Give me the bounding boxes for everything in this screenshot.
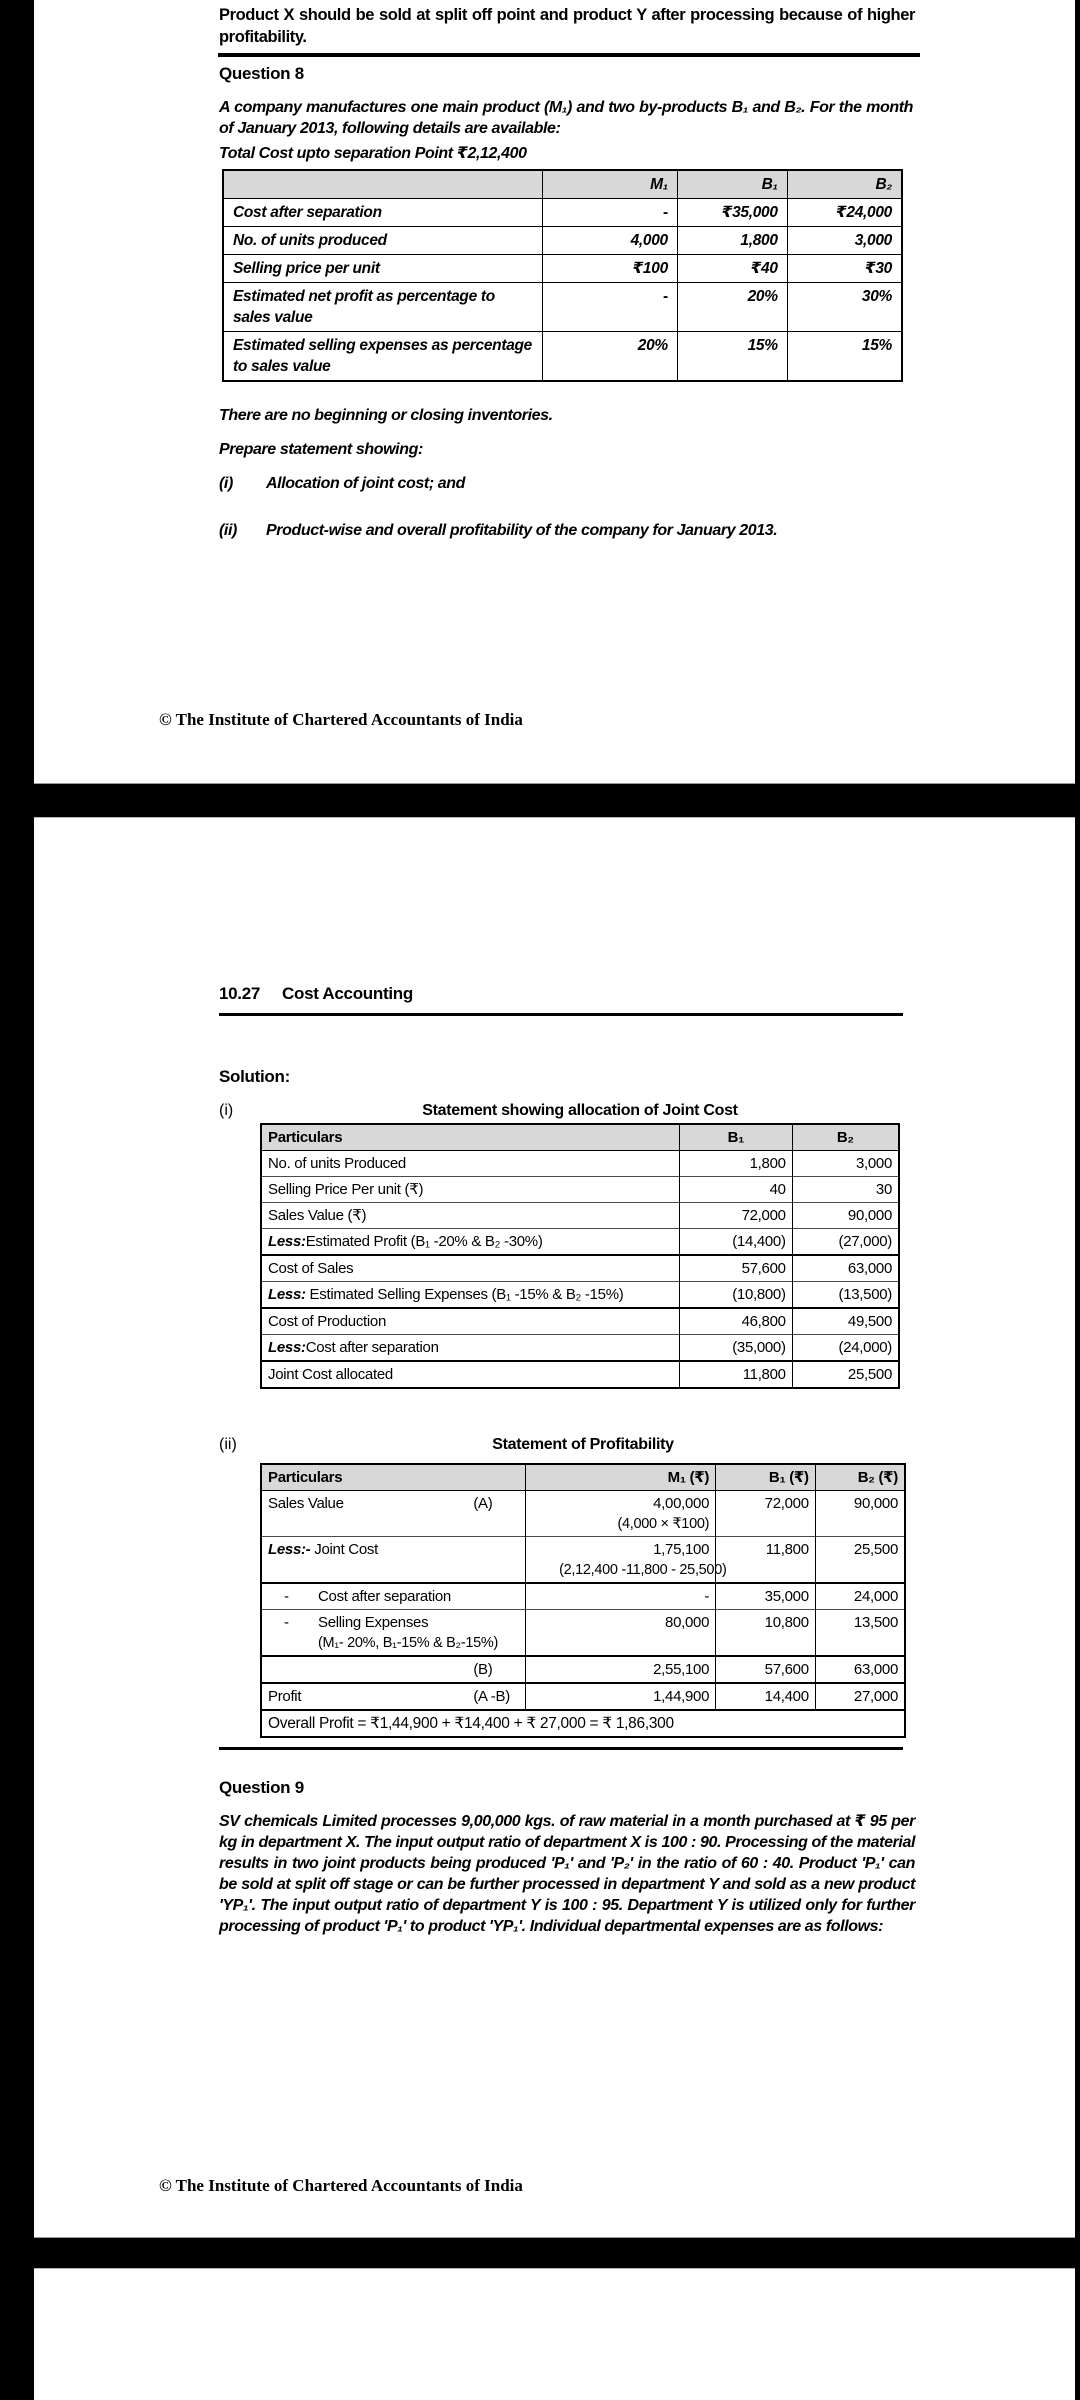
less-prefix: Less:- [268, 1540, 311, 1558]
row-label [261, 1282, 679, 1309]
amount-cell: 11,800 [716, 1537, 816, 1584]
amount-cell: (27,000) [792, 1229, 899, 1256]
copyright-footer: © The Institute of Chartered Accountants of India [159, 710, 523, 729]
list-item [219, 473, 919, 494]
table-cell: 1,800 [677, 227, 787, 255]
less-prefix: Less: [268, 1338, 306, 1356]
table-cell [223, 170, 543, 199]
list-item-num: (ii) [219, 522, 237, 539]
amount-cell [526, 1491, 716, 1537]
page-2 [34, 817, 1075, 2238]
row-label-text: Estimated Selling Expenses (B₁ -15% & B₂ -15%) [305, 1285, 624, 1303]
row-label [261, 1583, 526, 1610]
tag-label: (A) [473, 1494, 493, 1512]
amount-cell: 14,400 [716, 1683, 816, 1710]
row-label [261, 1683, 526, 1710]
table-header-row [261, 1124, 899, 1151]
table-header-row [223, 170, 902, 199]
row-label [261, 1335, 679, 1362]
row-label: Cost after separation [223, 199, 543, 227]
amount-cell: (13,500) [792, 1282, 899, 1309]
row-label-text: Cost of Production [268, 1312, 386, 1330]
row-label: Selling price per unit [223, 255, 543, 283]
table-row [223, 332, 902, 382]
calc-note: (M₁- 20%, B₁-15% & B₂-15%) [318, 1634, 499, 1651]
table-row [261, 1308, 899, 1335]
amount-cell: (10,800) [679, 1282, 792, 1309]
tag-label: (A -B) [473, 1687, 510, 1705]
table-cell: Particulars [261, 1124, 679, 1151]
amount-cell: 63,000 [815, 1656, 905, 1683]
copyright-footer: © The Institute of Chartered Accountants of India [159, 2176, 523, 2195]
table-row [223, 283, 902, 332]
amount-cell: 13,500 [815, 1610, 905, 1657]
question-9-title: Question 9 [219, 1778, 304, 1797]
table-cell: 4,000 [543, 227, 678, 255]
statement-title: Statement showing allocation of Joint Cost [422, 1102, 738, 1119]
amount-cell: 57,600 [716, 1656, 816, 1683]
row-label-text: Cost of Sales [268, 1259, 354, 1277]
profitability-table [260, 1463, 906, 1738]
table-row [261, 1537, 905, 1584]
table-cell: B₂ [792, 1124, 899, 1151]
amount-cell: 11,800 [679, 1361, 792, 1388]
row-label: Estimated selling expenses as percentage to sales value [223, 332, 543, 382]
row-label-text: No. of units Produced [268, 1154, 406, 1172]
by-product-details-table [222, 169, 903, 382]
row-label [261, 1203, 679, 1229]
page-1 [34, 0, 1075, 784]
amount-cell: 90,000 [815, 1491, 905, 1537]
chapter-title: Cost Accounting [282, 984, 413, 1003]
part-label: (ii) [219, 1436, 237, 1453]
amount-cell: 1,800 [679, 1151, 792, 1177]
amount-cell: 25,500 [792, 1361, 899, 1388]
section-rule [219, 1747, 903, 1750]
amount-cell: 1,44,900 [526, 1683, 716, 1710]
amount-cell: 27,000 [815, 1683, 905, 1710]
amount-cell: 30 [792, 1177, 899, 1203]
table-row [261, 1282, 899, 1309]
less-prefix: Less: [268, 1232, 306, 1250]
table-row [261, 1656, 905, 1683]
table-row [261, 1710, 905, 1737]
table-cell: ₹24,000 [787, 199, 902, 227]
row-label-text [268, 1660, 473, 1680]
row-label [261, 1255, 679, 1282]
header-rule [219, 1013, 903, 1016]
row-label-line: Selling Expenses [318, 1613, 429, 1631]
bullet-dash: - [284, 1613, 289, 1631]
amount-cell: (35,000) [679, 1335, 792, 1362]
row-label-text: Cost after separation [305, 1338, 439, 1356]
row-label-text: Joint Cost [310, 1540, 378, 1558]
table-cell: B₂ [787, 170, 902, 199]
calc-note: (2,12,400 -11,800 - 25,500) [559, 1561, 727, 1578]
row-label [261, 1491, 526, 1537]
table-cell: B₁ (₹) [716, 1464, 816, 1491]
row-label-text: Cost after separation [318, 1587, 451, 1605]
amount-cell: 25,500 [815, 1537, 905, 1584]
table-cell: B₁ [677, 170, 787, 199]
table-cell: 30% [787, 283, 902, 332]
table-cell: - [543, 283, 678, 332]
row-label-text: Sales Value [268, 1494, 344, 1512]
statement-title: Statement of Profitability [492, 1436, 674, 1453]
list-item-text: Product-wise and overall profitability of the company for January 2013. [266, 522, 778, 539]
table-row [261, 1361, 899, 1388]
less-prefix: Less: [268, 1285, 306, 1303]
amount-cell: 2,55,100 [526, 1656, 716, 1683]
table-row [261, 1335, 899, 1362]
prepare-note: Prepare statement showing: [219, 441, 423, 458]
question-9-text: SV chemicals Limited processes 9,00,000 kgs. of raw material in a month purchased at ₹ 95 per kg in department X. The input output ratio of department X is 100 : 90. Processing of the material results in two joint products being produced 'P₁' and 'P₂' in the ratio of 60 : 40. Product 'P₁' can be sold at split off stage or can be further processed in department Y and sold as a new product 'YP₁'. The input output ratio of department Y is 100 : 95. Department Y is utilized only for further processing of product 'P₁' to product 'YP₁'. Individual departmental expenses are as follows: [219, 1813, 915, 1935]
row-label [261, 1308, 679, 1335]
overall-profit-line: Overall Profit = ₹1,44,900 + ₹14,400 + ₹ 27,000 = ₹ 1,86,300 [261, 1710, 905, 1737]
table-cell: Particulars [261, 1464, 526, 1491]
row-label [261, 1610, 526, 1657]
row-label-text: Joint Cost allocated [268, 1365, 393, 1383]
row-label: No. of units produced [223, 227, 543, 255]
amount-cell: 72,000 [716, 1491, 816, 1537]
table-row [261, 1229, 899, 1256]
row-label-text [318, 1613, 519, 1653]
amount-cell: 49,500 [792, 1308, 899, 1335]
question-8-intro: A company manufactures one main product (M₁) and two by-products B₁ and B₂. For the month of January 2013, following details are available: [219, 99, 913, 137]
total-cost-line: Total Cost upto separation Point ₹2,12,400 [219, 145, 527, 162]
amount-cell: - [526, 1583, 716, 1610]
amount-value: 1,75,100 [653, 1540, 710, 1558]
page-3 [34, 2268, 1075, 2400]
table-row [223, 227, 902, 255]
row-label-text: Sales Value (₹) [268, 1206, 367, 1224]
table-cell: 15% [787, 332, 902, 382]
table-cell: M₁ [543, 170, 678, 199]
row-label-text: Profit [268, 1687, 302, 1705]
question-8-title: Question 8 [219, 64, 304, 83]
table-row [261, 1683, 905, 1710]
table-row [261, 1151, 899, 1177]
list-item [219, 520, 919, 541]
amount-cell: 10,800 [716, 1610, 816, 1657]
tag-label: (B) [473, 1660, 493, 1678]
row-label: Estimated net profit as percentage to sales value [223, 283, 543, 332]
table-cell: ₹35,000 [677, 199, 787, 227]
amount-cell: 57,600 [679, 1255, 792, 1282]
solution-label: Solution: [219, 1067, 290, 1086]
amount-cell: 80,000 [526, 1610, 716, 1657]
amount-cell: 40 [679, 1177, 792, 1203]
table-cell: - [543, 199, 678, 227]
table-cell: 20% [677, 283, 787, 332]
amount-cell: 24,000 [815, 1583, 905, 1610]
table-row [261, 1177, 899, 1203]
joint-cost-allocation-table [260, 1123, 900, 1389]
table-cell: B₁ [679, 1124, 792, 1151]
amount-cell: 90,000 [792, 1203, 899, 1229]
inventories-note: There are no beginning or closing inventories. [219, 407, 553, 424]
row-label [261, 1151, 679, 1177]
answer-conclusion-note: Product X should be sold at split off point and product Y after processing because of higher profitability. [219, 6, 915, 46]
table-cell: ₹30 [787, 255, 902, 283]
part-label: (i) [219, 1102, 234, 1119]
amount-cell: 3,000 [792, 1151, 899, 1177]
table-row [261, 1203, 899, 1229]
page-header [219, 984, 413, 1004]
divider-rule [218, 53, 920, 57]
row-label [261, 1229, 679, 1256]
table-cell: ₹100 [543, 255, 678, 283]
table-cell: 15% [677, 332, 787, 382]
amount-cell: 72,000 [679, 1203, 792, 1229]
table-cell: ₹40 [677, 255, 787, 283]
calc-note: (4,000 × ₹100) [617, 1515, 710, 1532]
amount-cell: (24,000) [792, 1335, 899, 1362]
table-cell: 20% [543, 332, 678, 382]
table-header-row [261, 1464, 905, 1491]
list-item-num: (i) [219, 475, 233, 492]
bullet-dash: - [284, 1587, 289, 1605]
amount-cell [526, 1537, 727, 1584]
row-label-text: Selling Price Per unit (₹) [268, 1180, 424, 1198]
table-row [261, 1255, 899, 1282]
amount-cell: 63,000 [792, 1255, 899, 1282]
row-label-text: Estimated Profit (B₁ -20% & B₂ -30%) [305, 1232, 543, 1250]
table-row [223, 255, 902, 283]
row-label [261, 1177, 679, 1203]
table-row [261, 1610, 905, 1657]
table-cell: M₁ (₹) [526, 1464, 716, 1491]
table-cell: B₂ (₹) [815, 1464, 905, 1491]
amount-value: 4,00,000 [653, 1494, 710, 1512]
list-item-text: Allocation of joint cost; and [266, 475, 466, 492]
amount-cell: 35,000 [716, 1583, 816, 1610]
table-row [261, 1583, 905, 1610]
table-row [223, 199, 902, 227]
amount-cell: (14,400) [679, 1229, 792, 1256]
amount-cell: 46,800 [679, 1308, 792, 1335]
table-cell: 3,000 [787, 227, 902, 255]
row-label [261, 1537, 526, 1584]
row-label [261, 1361, 679, 1388]
page-number: 10.27 [219, 984, 261, 1003]
table-row [261, 1491, 905, 1537]
row-label [261, 1656, 526, 1683]
